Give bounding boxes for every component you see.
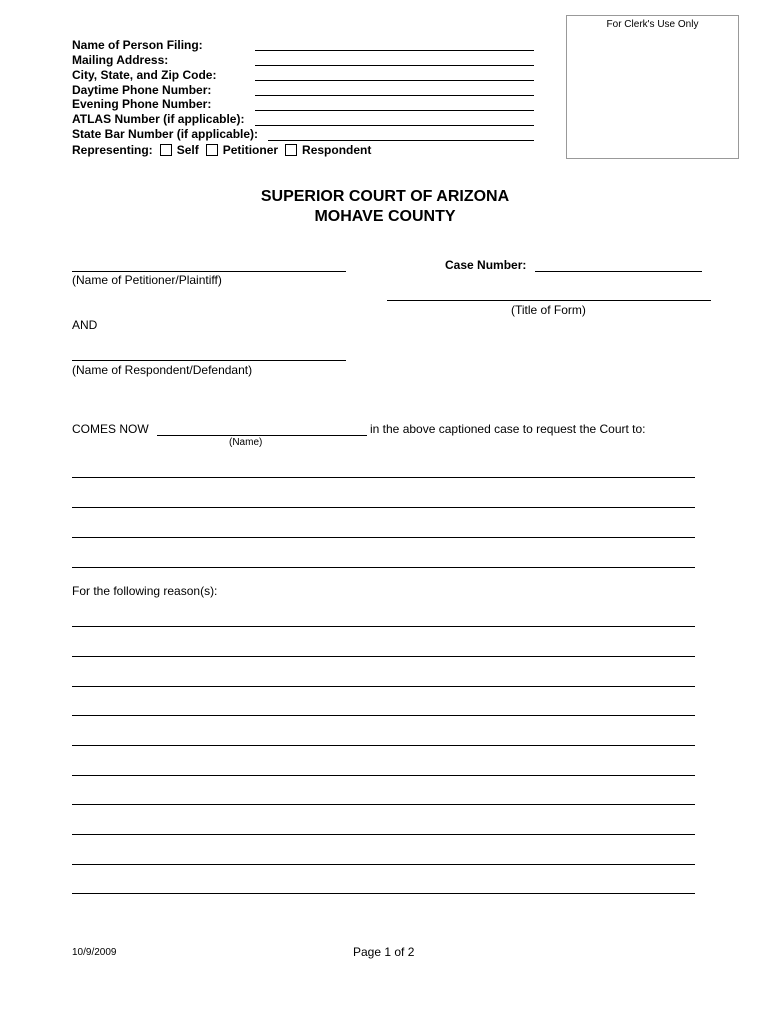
mailing-address-label: Mailing Address: bbox=[72, 53, 169, 67]
representing-row bbox=[72, 142, 371, 157]
reason-line[interactable] bbox=[72, 864, 695, 865]
and-label: AND bbox=[72, 318, 98, 332]
self-checkbox[interactable] bbox=[160, 144, 172, 156]
daytime-phone-field[interactable] bbox=[255, 95, 534, 96]
respondent-name-field[interactable] bbox=[72, 360, 346, 361]
respondent-caption: (Name of Respondent/Defendant) bbox=[72, 363, 253, 377]
evening-phone-field[interactable] bbox=[255, 110, 534, 111]
state-bar-number-label: State Bar Number (if applicable): bbox=[72, 127, 259, 141]
comes-now-label: COMES NOW bbox=[72, 422, 149, 436]
form-date: 10/9/2009 bbox=[72, 947, 117, 958]
atlas-number-label: ATLAS Number (if applicable): bbox=[72, 112, 245, 126]
reason-line[interactable] bbox=[72, 775, 695, 776]
mailing-address-field[interactable] bbox=[255, 65, 534, 66]
court-name-heading: SUPERIOR COURT OF ARIZONA bbox=[260, 188, 510, 205]
reason-line[interactable] bbox=[72, 656, 695, 657]
reason-line[interactable] bbox=[72, 804, 695, 805]
petitioner-checkbox[interactable] bbox=[206, 144, 218, 156]
petitioner-option-label: Petitioner bbox=[222, 142, 279, 157]
title-of-form-caption: (Title of Form) bbox=[511, 303, 586, 317]
name-caption: (Name) bbox=[229, 437, 263, 448]
reason-line[interactable] bbox=[72, 626, 695, 627]
clerk-use-label: For Clerk's Use Only bbox=[606, 19, 699, 30]
petitioner-name-field[interactable] bbox=[72, 271, 346, 272]
city-state-zip-field[interactable] bbox=[255, 80, 534, 81]
request-line[interactable] bbox=[72, 477, 695, 478]
reason-line[interactable] bbox=[72, 745, 695, 746]
reason-line[interactable] bbox=[72, 893, 695, 894]
name-of-person-filing-field[interactable] bbox=[255, 50, 534, 51]
self-option-label: Self bbox=[176, 142, 199, 157]
reason-line[interactable] bbox=[72, 834, 695, 835]
case-number-label: Case Number: bbox=[445, 258, 527, 272]
petitioner-caption: (Name of Petitioner/Plaintiff) bbox=[72, 273, 222, 287]
reason-line[interactable] bbox=[72, 686, 695, 687]
evening-phone-label: Evening Phone Number: bbox=[72, 97, 212, 111]
case-number-field[interactable] bbox=[535, 271, 702, 272]
state-bar-number-field[interactable] bbox=[268, 140, 534, 141]
county-name-heading: MOHAVE COUNTY bbox=[314, 208, 456, 225]
representing-label: Representing: bbox=[72, 142, 153, 157]
form-title-field[interactable] bbox=[387, 300, 711, 301]
reasons-label: For the following reason(s): bbox=[72, 584, 218, 598]
respondent-checkbox[interactable] bbox=[285, 144, 297, 156]
request-line[interactable] bbox=[72, 507, 695, 508]
daytime-phone-label: Daytime Phone Number: bbox=[72, 83, 212, 97]
page-number: Page 1 of 2 bbox=[353, 945, 415, 959]
request-court-text: in the above captioned case to request the Court to: bbox=[370, 422, 646, 436]
clerk-use-box bbox=[566, 15, 739, 159]
comes-now-name-field[interactable] bbox=[157, 435, 367, 436]
city-state-zip-label: City, State, and Zip Code: bbox=[72, 68, 217, 82]
atlas-number-field[interactable] bbox=[255, 125, 534, 126]
reason-line[interactable] bbox=[72, 715, 695, 716]
request-line[interactable] bbox=[72, 567, 695, 568]
respondent-option-label: Respondent bbox=[302, 142, 372, 157]
name-of-person-filing-label: Name of Person Filing: bbox=[72, 38, 203, 52]
request-line[interactable] bbox=[72, 537, 695, 538]
